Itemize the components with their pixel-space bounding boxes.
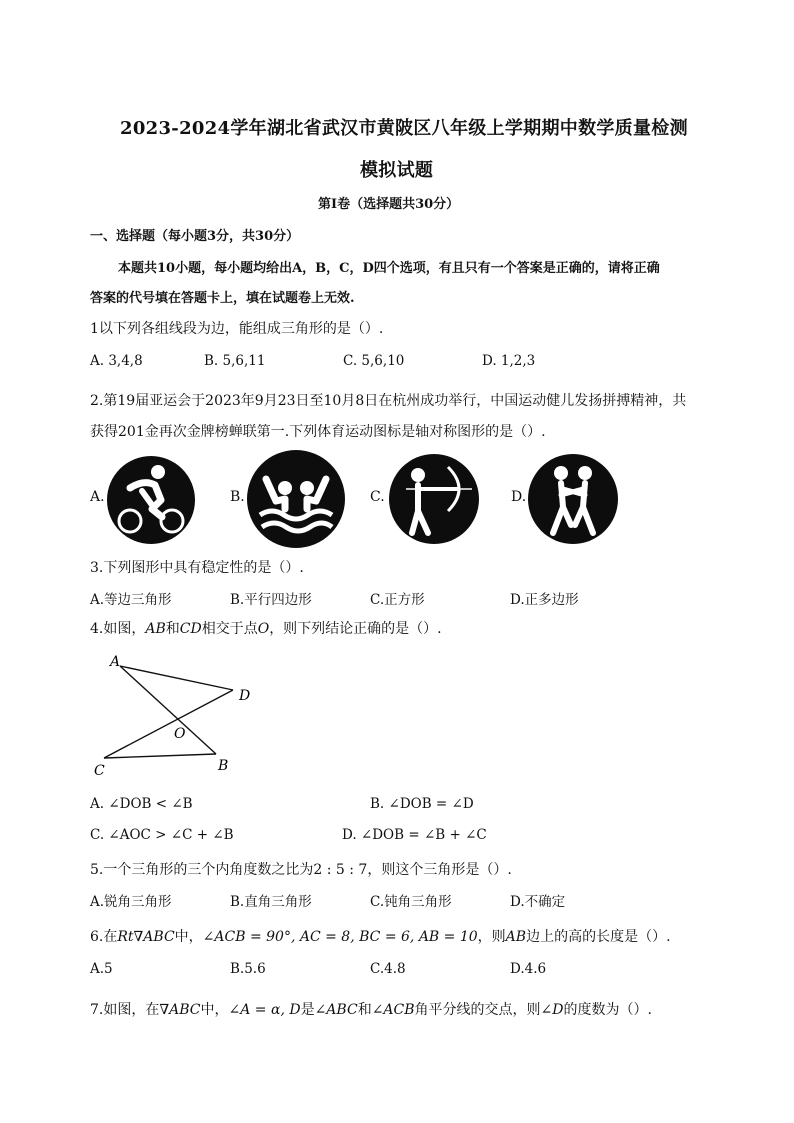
q1-option-d: D. 1,2,3 [482,353,536,369]
q6-option-d: D.4.6 [510,961,547,977]
volume-heading: 第I卷（选择题共30分） [318,197,460,212]
q6-option-b: B.5.6 [230,961,266,977]
q7-mid: 中， [200,1002,229,1018]
q4-middle: 相交于点 [201,621,258,637]
q1-stem: 1以下列各组线段为边，能组成三角形的是（）. [90,321,384,337]
q7-stem-suffix: 的度数为（）. [563,1002,652,1018]
q6-stem-suffix: 边上的高的长度是（）. [526,929,671,945]
q5-option-a: A.锐角三角形 [90,894,172,910]
wrestling-icon [527,453,619,549]
q7-angle-abc: ∠ABC [314,1002,358,1018]
q6-option-a: A.5 [90,961,113,977]
q4-option-b: B. ∠DOB = ∠D [370,796,474,812]
page-subtitle: 模拟试题 [360,160,434,181]
q4-point-o: O [257,621,270,637]
q7-triangle: ∇ABC [159,1002,201,1018]
q4-and: 和 [165,621,180,637]
q6-option-c: C.4.8 [370,961,406,977]
q4-segment-cd: CD [179,621,202,637]
q6-mid: 中， [174,929,203,945]
q4-label-b: B [218,758,229,774]
synchronized-swimming-icon [246,449,346,553]
q1-option-b: B. 5,6,11 [204,353,266,369]
q5-stem-prefix: 5.一个三角形的三个内角度数之比为 [90,862,314,878]
archery-icon [388,453,480,549]
q4-figure [88,648,268,782]
q4-stem-suffix: ，则下列结论正确的是（）. [269,621,442,637]
q2-label-d: D. [511,489,527,505]
q5-option-b: B.直角三角形 [230,894,312,910]
q4-option-c: C. ∠AOC > ∠C + ∠B [90,827,234,843]
section-heading: 一、选择题（每小题3分，共30分） [90,229,300,244]
q7-stem-prefix: 7.如图，在 [90,1002,160,1018]
q2-label-b: B. [230,489,245,505]
q1-option-c: C. 5,6,10 [343,353,405,369]
q2-stem-line-2: 获得201金再次金牌榜蝉联第一.下列体育运动图标是轴对称图形的是（）. [90,424,546,440]
q4-stem-prefix: 4.如图， [90,621,146,637]
q4-stem [90,618,442,638]
q4-label-d: D [239,688,251,704]
q5-ratio: 2 : 5 : 7 [313,862,368,878]
q7-angle-d: ∠D [540,1002,564,1018]
q1-option-a: A. 3,4,8 [90,353,143,369]
q3-option-b: B.平行四边形 [230,592,312,608]
q3-option-a: A.等边三角形 [90,592,172,608]
q5-option-c: C.钝角三角形 [370,894,452,910]
q4-option-d: D. ∠DOB = ∠B + ∠C [342,827,487,843]
q2-stem-line-1: 2.第19届亚运会于2023年9月23日至10月8日在杭州成功举行，中国运动健儿发扬拼搏精神，共 [90,393,687,409]
q3-option-c: C.正方形 [370,592,425,608]
q7-angle-acb: ∠ACB [371,1002,415,1018]
q7-and: 和 [357,1002,372,1018]
q4-option-a: A. ∠DOB < ∠B [90,796,193,812]
q7-stem [90,999,652,1019]
q4-segment-ab: AB [145,621,166,637]
q2-label-a: A. [90,489,105,505]
q6-stem [90,926,671,946]
instructions-line-1: 本题共10小题，每小题均给出A，B，C，D四个选项，有且只有一个答案是正确的，请将正确 [118,261,660,276]
q6-tail-prefix: ，则 [477,929,506,945]
page-title: 2023-2024学年湖北省武汉市黄陂区八年级上学期期中数学质量检测 [120,118,688,139]
q3-stem: 3.下列图形中具有稳定性的是（）. [90,560,304,576]
q6-triangle: Rt∇ABC [117,929,175,945]
q5-stem-suffix: ，则这个三角形是（）. [367,862,512,878]
q7-tail: 角平分线的交点，则 [414,1002,541,1018]
q3-option-d: D.正多边形 [510,592,579,608]
q7-condition: ∠A = α, D [228,1002,301,1018]
q6-segment-ab: AB [505,929,527,945]
q4-label-o: O [174,726,186,742]
q5-stem [90,859,512,879]
q5-option-d: D.不确定 [510,894,566,910]
instructions-line-2: 答案的代号填在答题卡上，填在试题卷上无效. [90,291,355,306]
q4-label-c: C [94,763,105,778]
cycling-icon [106,455,196,549]
q4-label-a: A [110,654,121,670]
q6-conditions: ∠ACB = 90°, AC = 8, BC = 6, AB = 10 [202,929,478,945]
q2-label-c: C. [370,489,385,505]
q7-is: 是 [300,1002,315,1018]
q6-stem-prefix: 6.在 [90,929,118,945]
